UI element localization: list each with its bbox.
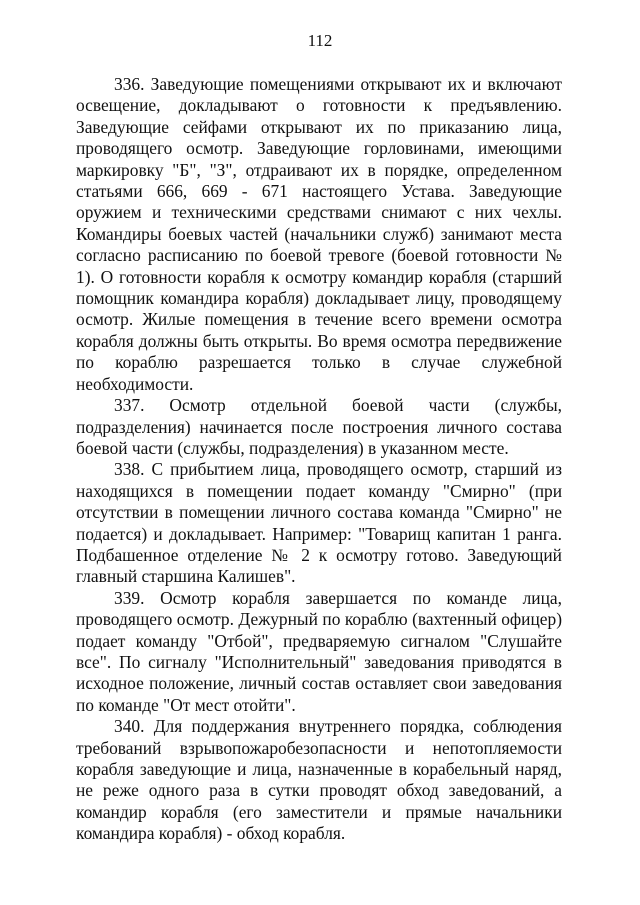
- paragraph-337: 337. Осмотр отдельной боевой части (службы, подразделения) начинается после построения личного состава боевой части (службы, подразделения) в указанном месте.: [76, 395, 562, 458]
- document-body: [76, 74, 562, 845]
- paragraph-336: 336. Заведующие помещениями открывают их и включают освещение, докладывают о готовности к предъявлению. Заведующие сейфами открывают их по приказанию лица, проводящего осмотр. Заведующие горловинами, имеющими маркировку "Б", "З", отдраивают их в порядке, определенном статьями 666, 669 - 671 настоящего Устава. Заведующие оружием и техническими средствами снимают с них чехлы. Командиры боевых частей (начальники служб) занимают места согласно расписанию по боевой тревоге (боевой готовности № 1). О готовности корабля к осмотру командир корабля (старший помощник командира корабля) докладывает лицу, проводящему осмотр. Жилые помещения в течение всего времени осмотра корабля должны быть открыты. Во время осмотра передвижение по кораблю разрешается только в случае служебной необходимости.: [76, 74, 562, 394]
- paragraph-339: 339. Осмотр корабля завершается по команде лица, проводящего осмотр. Дежурный по кораблю (вахтенный офицер) подает команду "Отбой", предваряемую сигналом "Слушайте все". По сигналу "Исполнительный" заведования приводятся в исходное положение, личный состав оставляет свои заведования по команде "От мест отойти".: [76, 587, 562, 715]
- paragraph-340: 340. Для поддержания внутреннего порядка, соблюдения требований взрывопожаробезопасности и непотопляемости корабля заведующие и лица, назначенные в корабельный наряд, не реже одного раза в сутки проводят обход заведований, а командир корабля (его заместители и прямые начальники командира корабля) - обход корабля.: [76, 716, 562, 844]
- page-number: 112: [307, 31, 333, 50]
- paragraph-338: 338. С прибытием лица, проводящего осмотр, старший из находящихся в помещении подает команду "Смирно" (при отсутствии в помещении личного состава команда "Смирно" не подается) и докладывает. Например: "Товарищ капитан 1 ранга. Подбашенное отделение № 2 к осмотру готово. Заведующий главный старшина Калишев".: [76, 459, 562, 587]
